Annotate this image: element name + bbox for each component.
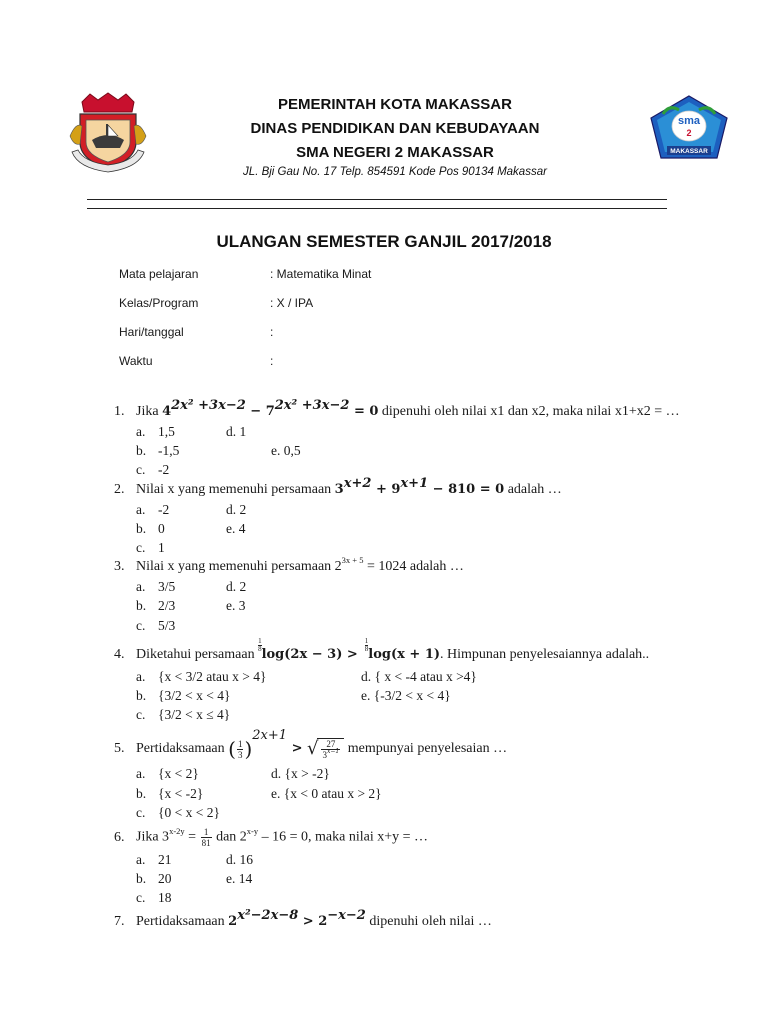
info-label: Mata pelajaran <box>119 267 199 281</box>
option-a <box>136 851 172 869</box>
question-text: dipenuhi oleh nilai … <box>365 914 492 929</box>
question-text: Diketahui persamaan <box>136 647 259 662</box>
option-letter: b. <box>136 598 147 613</box>
option-letter: b. <box>136 521 147 536</box>
option-text: e. {x < 0 atau x > 2} <box>271 786 382 801</box>
option-letter: a. <box>136 424 146 439</box>
option-text: -2 <box>158 462 170 477</box>
question-number: 2. <box>114 482 125 497</box>
option-text: 3/5 <box>158 579 176 594</box>
makassar-city-emblem-icon <box>68 92 148 174</box>
fraction-numerator: 1 <box>237 738 243 749</box>
header-divider-bottom <box>87 208 667 209</box>
eq-term: log(x + 1) <box>368 647 441 662</box>
option-c <box>136 706 230 724</box>
header-government: PEMERINTAH KOTA MAKASSAR <box>278 96 512 113</box>
question-text: Jika <box>136 404 163 419</box>
option-letter: b. <box>136 443 147 458</box>
question-text: Nilai x yang memenuhi persamaan <box>136 482 335 497</box>
fraction-denominator: 81 <box>201 838 211 848</box>
option-letter: c. <box>136 462 146 477</box>
question-number: 4. <box>114 647 125 662</box>
option-text: d. 16 <box>226 852 253 867</box>
option-b <box>136 687 230 705</box>
question-text: dan 2 <box>212 829 247 845</box>
info-value: : <box>270 325 274 339</box>
fraction <box>201 827 212 848</box>
option-e <box>226 597 246 615</box>
option-text: -1,5 <box>158 443 180 458</box>
question-4 <box>114 637 650 664</box>
option-text: {x < -2} <box>158 786 204 801</box>
option-b <box>136 597 175 615</box>
paren-open: ( <box>228 737 236 761</box>
option-text: e. {-3/2 < x < 4} <box>361 688 451 703</box>
equation <box>162 397 379 419</box>
eq-exponent: x²−2x−8 <box>237 907 299 923</box>
option-text: {x < 2} <box>158 766 199 781</box>
option-d <box>226 578 246 596</box>
question-text: = 1024 adalah … <box>363 559 464 574</box>
fraction-numerator: 27 <box>321 739 340 750</box>
header-school-name: SMA NEGERI 2 MAKASSAR <box>296 144 494 161</box>
question-7 <box>114 907 492 931</box>
question-text: mempunyai penyelesaian … <box>344 741 508 757</box>
option-text: 5/3 <box>158 618 176 633</box>
option-text: 1 <box>158 540 165 555</box>
option-b <box>136 785 203 803</box>
question-text: Pertidaksamaan <box>136 914 229 929</box>
equation <box>334 475 505 497</box>
question-number: 1. <box>114 404 125 419</box>
info-label: Kelas/Program <box>119 296 199 310</box>
eq-exponent: x-y <box>246 826 259 837</box>
option-text: 20 <box>158 871 172 886</box>
eq-exponent: x+1 <box>400 475 429 491</box>
exam-title: ULANGAN SEMESTER GANJIL 2017/2018 <box>216 232 552 251</box>
option-letter: a. <box>136 669 146 684</box>
eq-exponent: 2x+1 <box>252 727 288 743</box>
option-text: d. 1 <box>226 424 247 439</box>
option-text: {x < 3/2 atau x > 4} <box>158 669 267 684</box>
eq-term: > <box>287 741 307 757</box>
option-letter: c. <box>136 618 146 633</box>
eq-term: + 9 <box>371 482 401 497</box>
log-base <box>258 638 262 653</box>
svg-text:2: 2 <box>686 128 692 138</box>
eq-term: 4 <box>162 404 172 419</box>
log-base-denominator: 8 <box>364 645 369 653</box>
header-address: JL. Bji Gau No. 17 Telp. 854591 Kode Pos 90134 Makassar <box>243 166 547 178</box>
option-letter: c. <box>136 707 146 722</box>
question-text: Nilai x yang memenuhi persamaan 2 <box>136 559 342 574</box>
option-a <box>136 765 199 783</box>
fraction <box>237 739 244 760</box>
option-letter: a. <box>136 579 146 594</box>
option-text: e. 3 <box>226 598 246 613</box>
question-text: Jika 3 <box>136 829 170 845</box>
info-label: Hari/tanggal <box>119 325 184 339</box>
header-department: DINAS PENDIDIKAN DAN KEBUDAYAAN <box>250 120 540 137</box>
option-d <box>226 851 253 869</box>
info-value: : <box>270 354 274 368</box>
option-a <box>136 501 169 519</box>
eq-term: = <box>184 829 200 845</box>
fraction-denominator: 3 <box>237 749 243 760</box>
option-e <box>271 442 301 460</box>
eq-term: > 2 <box>298 914 328 929</box>
question-text: adalah … <box>504 482 562 497</box>
info-value: : Matematika Minat <box>270 267 372 281</box>
option-text: {0 < x < 2} <box>158 805 220 820</box>
question-6 <box>114 827 428 848</box>
option-e <box>271 785 382 803</box>
option-text: d. 2 <box>226 502 247 517</box>
option-text: -2 <box>158 502 170 517</box>
question-5 <box>114 727 508 761</box>
option-e <box>226 870 252 888</box>
info-value: : X / IPA <box>270 296 314 310</box>
eq-exponent: 2x² +3x−2 <box>274 397 350 413</box>
eq-term: 3 <box>334 482 344 497</box>
option-letter: a. <box>136 502 146 517</box>
option-a <box>136 578 175 596</box>
equation <box>228 907 366 929</box>
sma-negeri-2-logo-icon <box>645 92 733 164</box>
option-c <box>136 889 172 907</box>
eq-term: = 0 <box>349 404 379 419</box>
log-base-denominator: 8 <box>258 645 262 653</box>
eq-exponent: 3x + 5 <box>341 555 364 566</box>
option-d <box>361 668 477 686</box>
option-d <box>226 423 246 441</box>
option-letter: b. <box>136 871 147 886</box>
question-number: 7. <box>114 914 125 929</box>
option-e <box>226 520 246 538</box>
log-base-numerator: 1 <box>364 637 369 645</box>
option-text: 18 <box>158 890 172 905</box>
option-c <box>136 617 175 635</box>
option-text: 2/3 <box>158 598 176 613</box>
log-base <box>365 638 369 653</box>
option-letter: c. <box>136 805 146 820</box>
svg-text:sma: sma <box>677 115 701 127</box>
denominator-base: 3 <box>322 750 327 760</box>
option-d <box>226 501 246 519</box>
option-e <box>361 687 451 705</box>
sqrt-content <box>317 738 344 760</box>
question-number: 3. <box>114 559 125 574</box>
question-text: – 16 = 0, maka nilai x+y = … <box>258 829 429 845</box>
fraction-numerator: 1 <box>201 827 212 838</box>
option-b <box>136 870 172 888</box>
option-a <box>136 423 175 441</box>
option-letter: b. <box>136 786 147 801</box>
eq-exponent: x+2 <box>343 475 372 491</box>
fraction <box>321 739 340 760</box>
option-letter: c. <box>136 540 146 555</box>
fraction-denominator <box>321 750 340 760</box>
question-1 <box>114 397 680 421</box>
option-letter: c. <box>136 890 146 905</box>
eq-exponent: x−1 <box>326 748 340 755</box>
eq-term: − 7 <box>245 404 275 419</box>
option-text: 1,5 <box>158 424 175 439</box>
eq-exponent: x-2y <box>169 826 185 837</box>
question-number: 5. <box>114 741 125 757</box>
option-text: d. {x > -2} <box>271 766 330 781</box>
option-text: e. 14 <box>226 871 253 886</box>
option-a <box>136 668 266 686</box>
option-letter: b. <box>136 688 147 703</box>
option-b <box>136 442 179 460</box>
option-text: e. 0,5 <box>271 443 301 458</box>
eq-term: − 810 = 0 <box>428 482 505 497</box>
sqrt-icon: √ <box>307 738 319 759</box>
question-3 <box>114 555 464 576</box>
log-base-numerator: 1 <box>258 637 262 645</box>
option-text: {3/2 < x ≤ 4} <box>158 707 231 722</box>
eq-term: 2 <box>228 914 238 929</box>
eq-term: log(2x − 3) > <box>261 647 358 662</box>
paren-close: ) <box>244 737 253 761</box>
option-text: e. 4 <box>226 521 246 536</box>
option-b <box>136 520 165 538</box>
option-letter: a. <box>136 766 146 781</box>
option-d <box>271 765 330 783</box>
option-text: {3/2 < x < 4} <box>158 688 231 703</box>
info-label: Waktu <box>119 354 153 368</box>
option-c <box>136 539 165 557</box>
question-number: 6. <box>114 829 125 845</box>
option-text: d. 2 <box>226 579 247 594</box>
question-text: . Himpunan penyelesaiannya adalah.. <box>440 647 650 662</box>
option-text: 21 <box>158 852 172 867</box>
eq-exponent: 2x² +3x−2 <box>171 397 246 413</box>
question-text: dipenuhi oleh nilai x1 dan x2, maka nilai x1+x2 = … <box>378 404 680 419</box>
option-text: 0 <box>158 521 165 536</box>
option-letter: a. <box>136 852 146 867</box>
header-divider-top <box>87 199 667 200</box>
question-text: Pertidaksamaan <box>136 741 229 757</box>
eq-exponent: −x−2 <box>327 907 366 923</box>
svg-text:MAKASSAR: MAKASSAR <box>670 148 708 155</box>
question-2 <box>114 475 562 499</box>
option-text: d. { x < -4 atau x >4} <box>361 669 477 684</box>
option-c <box>136 461 169 479</box>
option-c <box>136 804 220 822</box>
